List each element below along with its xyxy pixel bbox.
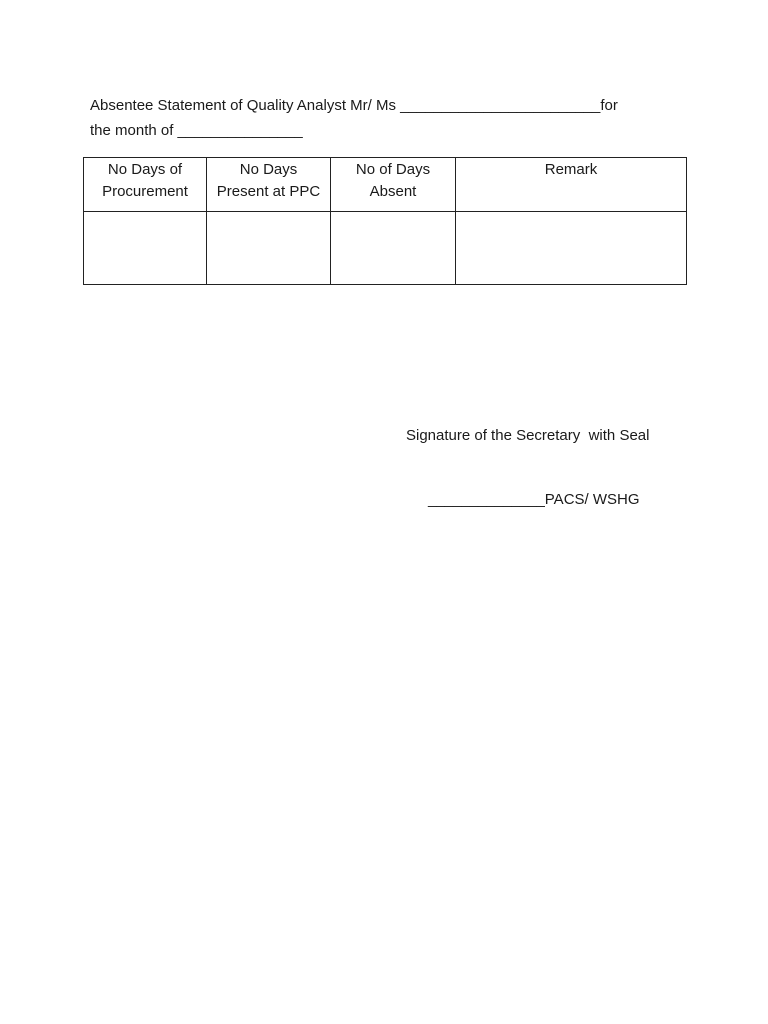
header-text: No Days bbox=[239, 161, 298, 178]
header-text: No Days of bbox=[107, 161, 183, 178]
header-text: Procurement bbox=[102, 183, 188, 200]
table-row bbox=[84, 212, 687, 285]
header-days-absent bbox=[331, 158, 456, 212]
header-days-of-procurement bbox=[84, 158, 207, 212]
table-header-row bbox=[84, 158, 687, 212]
header-text: Present at PPC bbox=[216, 183, 321, 200]
header-text: No of Days bbox=[355, 161, 431, 178]
signature-label: Signature of the Secretary with Seal bbox=[406, 427, 650, 444]
header-text: Remark bbox=[544, 161, 598, 178]
cell-remark bbox=[456, 212, 687, 285]
cell-days-of-procurement bbox=[84, 212, 207, 285]
cell-days-present bbox=[207, 212, 331, 285]
absentee-table bbox=[83, 157, 687, 285]
cell-days-absent bbox=[331, 212, 456, 285]
header-days-present-at-ppc bbox=[207, 158, 331, 212]
header-remark bbox=[456, 158, 687, 212]
statement-line-2: the month of _______________ bbox=[90, 122, 303, 139]
header-text: Absent bbox=[369, 183, 417, 200]
organization-line: ______________PACS/ WSHG bbox=[428, 491, 640, 508]
statement-line-1: Absentee Statement of Quality Analyst Mr/ Ms ________________________for bbox=[90, 97, 618, 114]
absentee-statement-heading bbox=[90, 93, 690, 143]
